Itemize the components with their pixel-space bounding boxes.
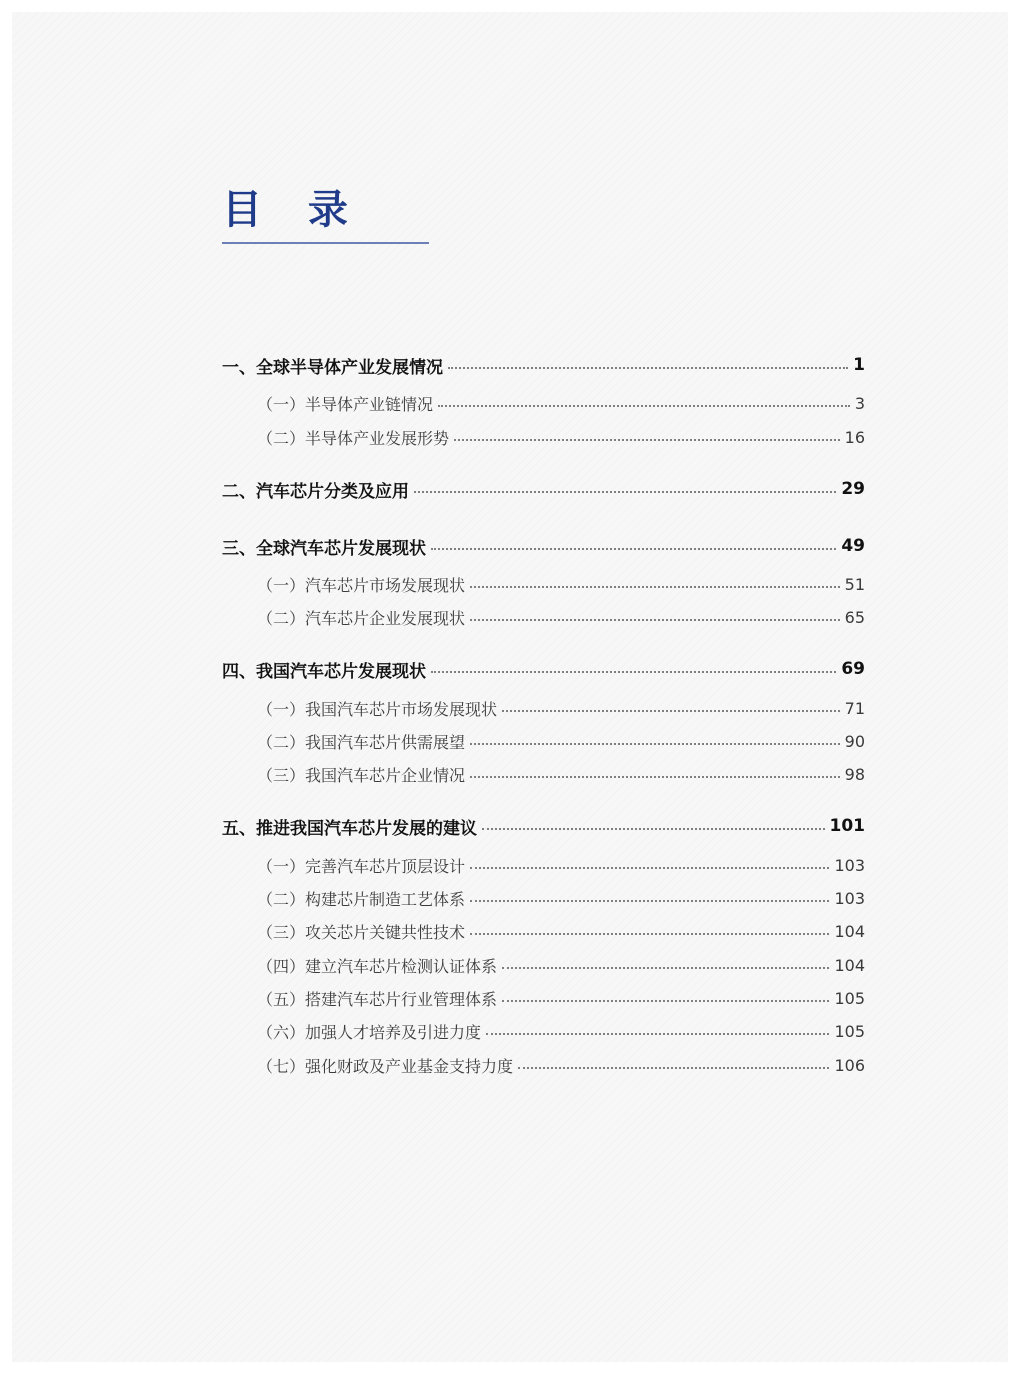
toc-dot-leader xyxy=(431,671,836,673)
toc-entry-title: 三、全球汽车芯片发展现状 xyxy=(222,538,426,559)
toc-dot-leader xyxy=(470,900,829,902)
toc-subentry[interactable] xyxy=(257,853,865,877)
toc-subentry[interactable] xyxy=(257,696,865,720)
toc-entry-title: （七）强化财政及产业基金支持力度 xyxy=(257,1056,514,1076)
toc-page-number: 104 xyxy=(834,921,865,941)
toc-dot-leader xyxy=(431,548,836,550)
toc-subentry[interactable] xyxy=(257,605,865,629)
toc-subentry[interactable] xyxy=(257,762,865,786)
toc-subentry[interactable] xyxy=(257,986,865,1010)
toc-entry-title: 一、全球半导体产业发展情况 xyxy=(222,357,443,378)
toc-subentry[interactable] xyxy=(257,391,865,415)
toc-entry-title: （二）我国汽车芯片供需展望 xyxy=(257,732,466,752)
toc-page-number: 105 xyxy=(834,1021,865,1041)
toc-entry-title: （三）攻关芯片关键共性技术 xyxy=(257,922,466,942)
toc-dot-leader xyxy=(448,367,848,369)
toc-dot-leader xyxy=(470,867,829,869)
toc-page-number: 71 xyxy=(844,698,865,718)
toc-dot-leader xyxy=(470,619,840,621)
toc-page-number: 1 xyxy=(853,355,865,375)
toc-entry-title: （一）半导体产业链情况 xyxy=(257,394,434,414)
toc-dot-leader xyxy=(482,828,825,830)
toc-dot-leader xyxy=(470,776,840,778)
toc-entry-title: （二）构建芯片制造工艺体系 xyxy=(257,889,466,909)
toc-dot-leader xyxy=(518,1067,829,1069)
toc-entry[interactable] xyxy=(222,534,865,558)
toc-page-number: 101 xyxy=(829,816,865,836)
title-underline xyxy=(222,242,429,244)
toc-entry-title: （一）汽车芯片市场发展现状 xyxy=(257,575,466,595)
toc-dot-leader xyxy=(470,743,840,745)
toc-page-number: 105 xyxy=(834,988,865,1008)
toc-page-number: 69 xyxy=(841,659,865,679)
toc-subentry[interactable] xyxy=(257,886,865,910)
toc-subentry[interactable] xyxy=(257,572,865,596)
toc-entry[interactable] xyxy=(222,657,865,681)
toc-page-number: 103 xyxy=(834,855,865,875)
toc-subentry[interactable] xyxy=(257,425,865,449)
toc-entry-title: （二）半导体产业发展形势 xyxy=(257,428,450,448)
toc-entry[interactable] xyxy=(222,814,865,838)
toc-page-number: 29 xyxy=(841,479,865,499)
toc-page-number: 49 xyxy=(841,536,865,556)
toc-page-number: 65 xyxy=(844,607,865,627)
toc-dot-leader xyxy=(486,1033,829,1035)
toc-entry-title: （二）汽车芯片企业发展现状 xyxy=(257,608,466,628)
toc-page-number: 90 xyxy=(844,731,865,751)
toc-entry-title: （一）完善汽车芯片顶层设计 xyxy=(257,856,466,876)
toc-entry-title: （三）我国汽车芯片企业情况 xyxy=(257,765,466,785)
toc-entry[interactable] xyxy=(222,477,865,501)
toc-subentry[interactable] xyxy=(257,729,865,753)
toc-dot-leader xyxy=(414,491,836,493)
toc-dot-leader xyxy=(470,586,840,588)
toc-entry[interactable] xyxy=(222,353,865,377)
toc-page-number: 16 xyxy=(844,427,865,447)
toc-dot-leader xyxy=(502,967,829,969)
toc-dot-leader xyxy=(502,1000,829,1002)
toc-entry-title: （六）加强人才培养及引进力度 xyxy=(257,1022,482,1042)
toc-page-number: 106 xyxy=(834,1055,865,1075)
toc-dot-leader xyxy=(502,710,840,712)
toc-page-number: 103 xyxy=(834,888,865,908)
toc-entry-title: 五、推进我国汽车芯片发展的建议 xyxy=(222,818,477,839)
toc-subentry[interactable] xyxy=(257,1019,865,1043)
toc-dot-leader xyxy=(470,933,829,935)
page-title: 目 录 xyxy=(222,187,364,233)
toc-subentry[interactable] xyxy=(257,1053,865,1077)
toc-entry-title: 二、汽车芯片分类及应用 xyxy=(222,481,409,502)
toc-page-number: 104 xyxy=(834,955,865,975)
document-sheet xyxy=(12,12,1008,1362)
toc-entry-title: （五）搭建汽车芯片行业管理体系 xyxy=(257,989,498,1009)
toc-subentry[interactable] xyxy=(257,953,865,977)
toc-entry-title: 四、我国汽车芯片发展现状 xyxy=(222,661,426,682)
toc-page-number: 3 xyxy=(854,393,865,413)
toc-subentry[interactable] xyxy=(257,919,865,943)
toc-entry-title: （四）建立汽车芯片检测认证体系 xyxy=(257,956,498,976)
toc-page-number: 51 xyxy=(844,574,865,594)
toc-page-number: 98 xyxy=(844,764,865,784)
toc-dot-leader xyxy=(438,405,850,407)
toc-entry-title: （一）我国汽车芯片市场发展现状 xyxy=(257,699,498,719)
toc-dot-leader xyxy=(454,439,840,441)
